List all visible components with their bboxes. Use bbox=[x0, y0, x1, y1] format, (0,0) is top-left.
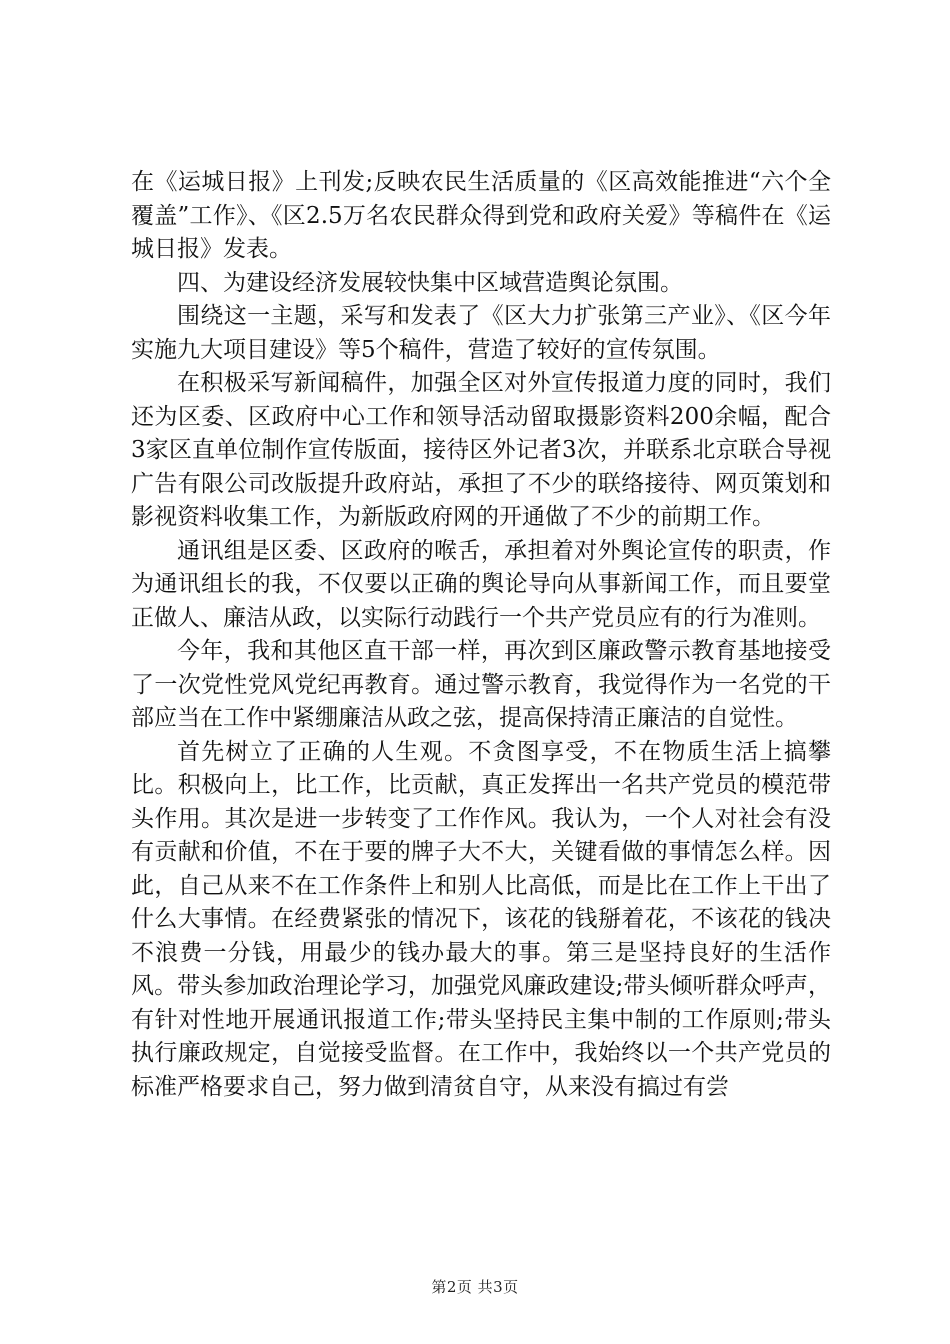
paragraph-6: 今年，我和其他区直干部一样，再次到区廉政警示教育基地接受了一次党性党风党纪再教育。通过警示教育，我觉得作为一名党的干部应当在工作中紧绷廉洁从政之弦，提高保持清正廉洁的自觉性。 bbox=[131, 638, 831, 731]
paragraph-4: 在积极采写新闻稿件，加强全区对外宣传报道力度的同时，我们还为区委、区政府中心工作和领导活动留取摄影资料200余幅，配合3家区直单位制作宣传版面，接待区外记者3次，并联系北京联合导视广告有限公司改版提升政府站，承担了不少的联络接待、网页策划和影视资料收集工作，为新版政府网的开通做了不少的前期工作。 bbox=[131, 370, 831, 530]
paragraph-7: 首先树立了正确的人生观。不贪图享受，不在物质生活上搞攀比。积极向上，比工作，比贡献，真正发挥出一名共产党员的模范带头作用。其次是进一步转变了工作作风。我认为，一个人对社会有没有贡献和价值，不在于要的牌子大不大，关键看做的事情怎么样。因此，自己从来不在工作条件上和别人比高低，而是比在工作上干出了什么大事情。在经费紧张的情况下，该花的钱掰着花，不该花的钱决不浪费一分钱，用最少的钱办最大的事。第三是坚持良好的生活作风。带头参加政治理论学习，加强党风廉政建设;带头倾听群众呼声，有针对性地开展通讯报道工作;带头坚持民主集中制的工作原则;带头执行廉政规定，自觉接受监督。在工作中，我始终以一个共产党员的标准严格要求自己，努力做到清贫自守，从来没有搞过有尝 bbox=[131, 738, 831, 1100]
paragraph-3: 围绕这一主题，采写和发表了《区大力扩张第三产业》、《区今年实施九大项目建设》等5个稿件，营造了较好的宣传氛围。 bbox=[131, 303, 831, 363]
paragraph-section-heading: 四、为建设经济发展较快集中区域营造舆论氛围。 bbox=[177, 269, 683, 296]
document-body bbox=[131, 166, 831, 1104]
page-number-footer: 第2页 共3页 bbox=[431, 1278, 519, 1296]
paragraph-1-continued: 在《运城日报》上刊发;反映农民生活质量的《区高效能推进“六个全覆盖”工作》、《区2.5万名农民群众得到党和政府关爱》等稿件在《运城日报》发表。 bbox=[131, 169, 831, 262]
paragraph-5: 通讯组是区委、区政府的喉舌，承担着对外舆论宣传的职责，作为通讯组长的我，不仅要以正确的舆论导向从事新闻工作，而且要堂正做人、廉洁从政，以实际行动践行一个共产党员应有的行为准则。 bbox=[131, 537, 831, 631]
